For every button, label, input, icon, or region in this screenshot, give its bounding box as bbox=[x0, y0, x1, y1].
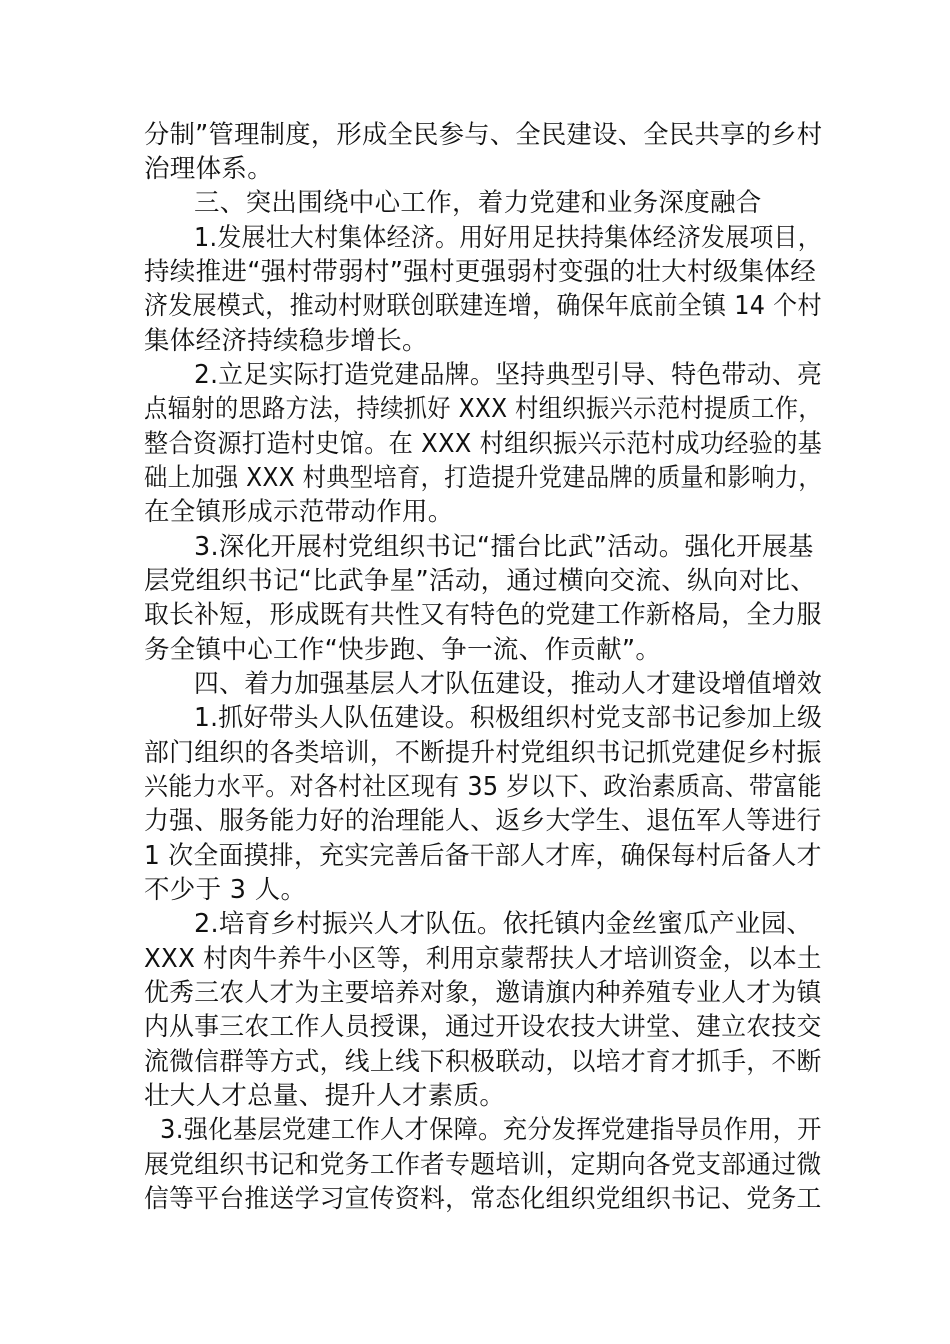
text-line: 力强、服务能力好的治理能人、返乡大学生、退伍军人等进行 bbox=[144, 806, 822, 836]
text-line: 2.培育乡村振兴人才队伍。依托镇内金丝蜜瓜产业园、 bbox=[194, 909, 813, 939]
text-line: 点辐射的思路方法，持续抓好 XXX 村组织振兴示范村提质工作， bbox=[144, 394, 822, 424]
text-line: 2.立足实际打造党建品牌。坚持典型引导、特色带动、亮 bbox=[194, 360, 823, 390]
text-line: 3.强化基层党建工作人才保障。充分发挥党建指导员作用，开 bbox=[160, 1115, 822, 1145]
text-line: 础上加强 XXX 村典型培育，打造提升党建品牌的质量和影响力， bbox=[144, 463, 822, 493]
text-line: 内从事三农工作人员授课，通过开设农技大讲堂、建立农技交 bbox=[144, 1012, 822, 1042]
text-line: 优秀三农人才为主要培养对象，邀请旗内种养殖专业人才为镇 bbox=[144, 978, 822, 1008]
text-line: 1.发展壮大村集体经济。用好用足扶持集体经济发展项目， bbox=[194, 223, 822, 253]
text-line: 务全镇中心工作“快步跑、争一流、作贡献”。 bbox=[144, 635, 662, 665]
text-line: 集体经济持续稳步增长。 bbox=[144, 326, 428, 356]
text-line: 流微信群等方式，线上线下积极联动，以培才育才抓手，不断 bbox=[144, 1047, 822, 1077]
section-heading: 三、突出围绕中心工作，着力党建和业务深度融合 bbox=[194, 188, 762, 218]
text-line: 分制”管理制度，形成全民参与、全民建设、全民共享的乡村 bbox=[144, 120, 823, 150]
text-line: 1 次全面摸排，充实完善后备干部人才库，确保每村后备人才 bbox=[144, 841, 822, 871]
text-line: 整合资源打造村史馆。在 XXX 村组织振兴示范村成功经验的基 bbox=[144, 429, 823, 459]
text-line: 不少于 3 人。 bbox=[144, 875, 307, 905]
text-line: 兴能力水平。对各村社区现有 35 岁以下、政治素质高、带富能 bbox=[144, 772, 822, 802]
text-line: 展党组织书记和党务工作者专题培训，定期向各党支部通过微 bbox=[144, 1150, 822, 1180]
text-line: 壮大人才总量、提升人才素质。 bbox=[144, 1081, 506, 1111]
text-line: 信等平台推送学习宣传资料，常态化组织党组织书记、党务工 bbox=[144, 1184, 822, 1214]
text-line: 部门组织的各类培训，不断提升村党组织书记抓党建促乡村振 bbox=[144, 738, 822, 768]
text-line: 1.抓好带头人队伍建设。积极组织村党支部书记参加上级 bbox=[194, 703, 823, 733]
text-line: 层党组织书记“比武争星”活动，通过横向交流、纵向对比、 bbox=[144, 566, 817, 596]
text-line: 济发展模式，推动村财联创联建连增，确保年底前全镇 14 个村 bbox=[144, 291, 822, 321]
text-line: 治理体系。 bbox=[144, 154, 274, 184]
section-heading: 四、着力加强基层人才队伍建设，推动人才建设增值增效 bbox=[194, 669, 822, 699]
text-line: 在全镇形成示范带动作用。 bbox=[144, 497, 454, 527]
text-line: 3.深化开展村党组织书记“擂台比武”活动。强化开展基 bbox=[194, 532, 814, 562]
text-line: 取长补短，形成既有共性又有特色的党建工作新格局，全力服 bbox=[144, 600, 822, 630]
text-line: XXX 村肉牛养牛小区等，利用京蒙帮扶人才培训资金，以本土 bbox=[144, 944, 822, 974]
text-line: 持续推进“强村带弱村”强村更强弱村变强的壮大村级集体经 bbox=[144, 257, 817, 287]
